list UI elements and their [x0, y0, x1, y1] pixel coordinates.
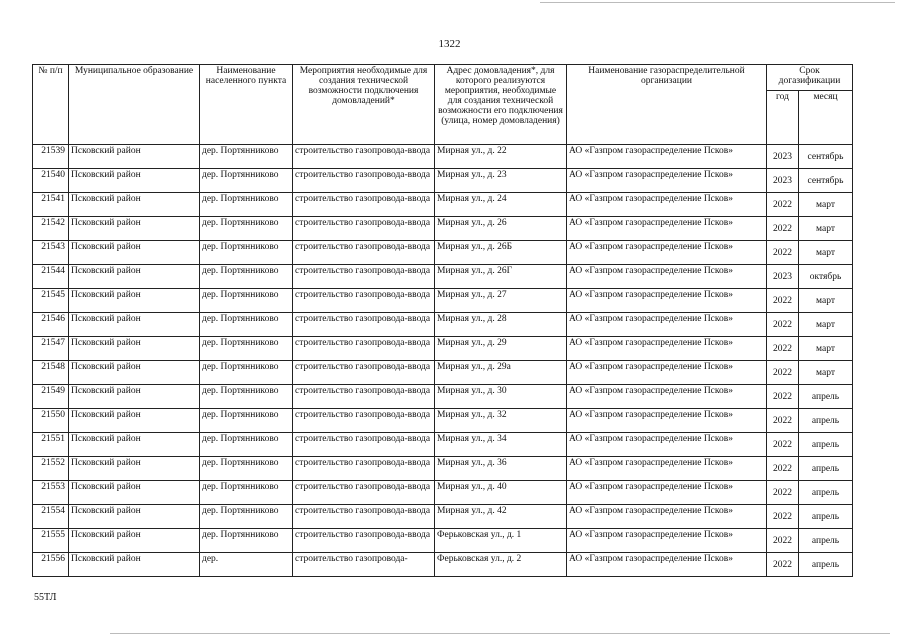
cell-measure: строительство газопровода-ввода [293, 385, 435, 409]
cell-measure: строительство газопровода-ввода [293, 457, 435, 481]
table-row [33, 313, 853, 337]
cell-municipality: Псковский район [69, 553, 200, 577]
cell-measure: строительство газопровода-ввода [293, 265, 435, 289]
cell-settlement: дер. Портянниково [200, 169, 293, 193]
cell-measure: строительство газопровода-ввода [293, 409, 435, 433]
table-row [33, 265, 853, 289]
cell-organization: АО «Газпром газораспределение Псков» [567, 481, 767, 505]
cell-address: Мирная ул., д. 36 [435, 457, 567, 481]
cell-measure: строительство газопровода-ввода [293, 481, 435, 505]
cell-organization: АО «Газпром газораспределение Псков» [567, 337, 767, 361]
cell-num: 21549 [33, 385, 69, 409]
cell-municipality: Псковский район [69, 361, 200, 385]
cell-year: 2022 [767, 361, 799, 385]
cell-month: апрель [799, 553, 853, 577]
cell-settlement: дер. Портянниково [200, 241, 293, 265]
scan-edge-top [540, 2, 895, 3]
cell-settlement: дер. Портянниково [200, 193, 293, 217]
cell-address: Мирная ул., д. 34 [435, 433, 567, 457]
cell-measure: строительство газопровода-ввода [293, 337, 435, 361]
cell-settlement: дер. Портянниково [200, 505, 293, 529]
table-row [33, 169, 853, 193]
cell-address: Мирная ул., д. 28 [435, 313, 567, 337]
header-municipality: Муниципальное образование [69, 65, 200, 145]
table-row [33, 337, 853, 361]
cell-settlement: дер. Портянниково [200, 433, 293, 457]
cell-organization: АО «Газпром газораспределение Псков» [567, 529, 767, 553]
cell-measure: строительство газопровода-ввода [293, 361, 435, 385]
cell-address: Мирная ул., д. 23 [435, 169, 567, 193]
cell-year: 2022 [767, 217, 799, 241]
header-deadline: Срок догазификации [767, 65, 853, 91]
cell-year: 2022 [767, 337, 799, 361]
cell-year: 2022 [767, 433, 799, 457]
cell-settlement: дер. Портянниково [200, 145, 293, 169]
cell-month: апрель [799, 481, 853, 505]
cell-month: март [799, 337, 853, 361]
cell-measure: строительство газопровода-ввода [293, 217, 435, 241]
cell-month: апрель [799, 457, 853, 481]
cell-num: 21541 [33, 193, 69, 217]
gasification-table [32, 64, 853, 577]
cell-settlement: дер. Портянниково [200, 217, 293, 241]
cell-year: 2022 [767, 193, 799, 217]
cell-year: 2022 [767, 505, 799, 529]
cell-settlement: дер. [200, 553, 293, 577]
cell-address: Мирная ул., д. 26 [435, 217, 567, 241]
cell-municipality: Псковский район [69, 385, 200, 409]
cell-year: 2022 [767, 241, 799, 265]
cell-measure: строительство газопровода-ввода [293, 433, 435, 457]
cell-address: Мирная ул., д. 26Г [435, 265, 567, 289]
cell-month: сентябрь [799, 145, 853, 169]
cell-municipality: Псковский район [69, 193, 200, 217]
cell-year: 2023 [767, 145, 799, 169]
cell-year: 2022 [767, 313, 799, 337]
cell-address: Ферьковская ул., д. 1 [435, 529, 567, 553]
cell-municipality: Псковский район [69, 457, 200, 481]
cell-year: 2023 [767, 265, 799, 289]
cell-organization: АО «Газпром газораспределение Псков» [567, 145, 767, 169]
cell-municipality: Псковский район [69, 265, 200, 289]
cell-address: Ферьковская ул., д. 2 [435, 553, 567, 577]
cell-year: 2022 [767, 409, 799, 433]
footer-mark: 55ТЛ [34, 592, 57, 603]
header-month: месяц [799, 91, 853, 145]
cell-num: 21546 [33, 313, 69, 337]
table-row [33, 457, 853, 481]
cell-municipality: Псковский район [69, 145, 200, 169]
cell-municipality: Псковский район [69, 433, 200, 457]
cell-organization: АО «Газпром газораспределение Псков» [567, 385, 767, 409]
header-organization: Наименование газораспределительной организации [567, 65, 767, 145]
cell-num: 21548 [33, 361, 69, 385]
header-year: год [767, 91, 799, 145]
cell-month: март [799, 241, 853, 265]
cell-month: апрель [799, 385, 853, 409]
table-row [33, 505, 853, 529]
cell-municipality: Псковский район [69, 529, 200, 553]
cell-settlement: дер. Портянниково [200, 409, 293, 433]
cell-municipality: Псковский район [69, 337, 200, 361]
cell-num: 21554 [33, 505, 69, 529]
table-row [33, 361, 853, 385]
cell-settlement: дер. Портянниково [200, 313, 293, 337]
cell-month: апрель [799, 433, 853, 457]
cell-municipality: Псковский район [69, 289, 200, 313]
table-row [33, 433, 853, 457]
cell-month: апрель [799, 529, 853, 553]
cell-settlement: дер. Портянниково [200, 361, 293, 385]
cell-num: 21540 [33, 169, 69, 193]
cell-address: Мирная ул., д. 29а [435, 361, 567, 385]
cell-organization: АО «Газпром газораспределение Псков» [567, 241, 767, 265]
cell-address: Мирная ул., д. 29 [435, 337, 567, 361]
cell-measure: строительство газопровода-ввода [293, 505, 435, 529]
cell-month: апрель [799, 409, 853, 433]
cell-address: Мирная ул., д. 24 [435, 193, 567, 217]
cell-month: март [799, 361, 853, 385]
cell-organization: АО «Газпром газораспределение Псков» [567, 553, 767, 577]
cell-address: Мирная ул., д. 32 [435, 409, 567, 433]
table-row [33, 385, 853, 409]
cell-num: 21555 [33, 529, 69, 553]
header-settlement: Наименование населенного пункта [200, 65, 293, 145]
cell-organization: АО «Газпром газораспределение Псков» [567, 409, 767, 433]
table-row [33, 217, 853, 241]
cell-address: Мирная ул., д. 40 [435, 481, 567, 505]
table-row [33, 553, 853, 577]
cell-measure: строительство газопровода-ввода [293, 169, 435, 193]
cell-month: сентябрь [799, 169, 853, 193]
cell-municipality: Псковский район [69, 409, 200, 433]
cell-settlement: дер. Портянниково [200, 265, 293, 289]
cell-municipality: Псковский район [69, 313, 200, 337]
table-row [33, 409, 853, 433]
cell-num: 21550 [33, 409, 69, 433]
cell-organization: АО «Газпром газораспределение Псков» [567, 289, 767, 313]
header-num: № п/п [33, 65, 69, 145]
cell-num: 21553 [33, 481, 69, 505]
cell-measure: строительство газопровода-ввода [293, 145, 435, 169]
cell-month: апрель [799, 505, 853, 529]
cell-organization: АО «Газпром газораспределение Псков» [567, 313, 767, 337]
cell-num: 21544 [33, 265, 69, 289]
cell-num: 21545 [33, 289, 69, 313]
cell-organization: АО «Газпром газораспределение Псков» [567, 457, 767, 481]
cell-num: 21547 [33, 337, 69, 361]
cell-settlement: дер. Портянниково [200, 337, 293, 361]
cell-measure: строительство газопровода- [293, 553, 435, 577]
cell-month: март [799, 289, 853, 313]
table-row [33, 145, 853, 169]
cell-municipality: Псковский район [69, 217, 200, 241]
cell-municipality: Псковский район [69, 241, 200, 265]
cell-organization: АО «Газпром газораспределение Псков» [567, 433, 767, 457]
cell-year: 2022 [767, 481, 799, 505]
cell-num: 21542 [33, 217, 69, 241]
cell-month: март [799, 193, 853, 217]
cell-organization: АО «Газпром газораспределение Псков» [567, 361, 767, 385]
cell-measure: строительство газопровода-ввода [293, 529, 435, 553]
cell-year: 2022 [767, 385, 799, 409]
cell-num: 21539 [33, 145, 69, 169]
cell-settlement: дер. Портянниково [200, 457, 293, 481]
cell-num: 21543 [33, 241, 69, 265]
table-row [33, 529, 853, 553]
cell-organization: АО «Газпром газораспределение Псков» [567, 505, 767, 529]
cell-measure: строительство газопровода-ввода [293, 193, 435, 217]
cell-year: 2022 [767, 289, 799, 313]
cell-municipality: Псковский район [69, 505, 200, 529]
cell-num: 21552 [33, 457, 69, 481]
cell-settlement: дер. Портянниково [200, 385, 293, 409]
table-row [33, 481, 853, 505]
cell-address: Мирная ул., д. 42 [435, 505, 567, 529]
cell-municipality: Псковский район [69, 169, 200, 193]
cell-settlement: дер. Портянниково [200, 529, 293, 553]
cell-month: март [799, 313, 853, 337]
cell-address: Мирная ул., д. 30 [435, 385, 567, 409]
cell-num: 21551 [33, 433, 69, 457]
cell-measure: строительство газопровода-ввода [293, 241, 435, 265]
cell-measure: строительство газопровода-ввода [293, 289, 435, 313]
cell-organization: АО «Газпром газораспределение Псков» [567, 193, 767, 217]
cell-organization: АО «Газпром газораспределение Псков» [567, 265, 767, 289]
cell-num: 21556 [33, 553, 69, 577]
cell-organization: АО «Газпром газораспределение Псков» [567, 217, 767, 241]
cell-organization: АО «Газпром газораспределение Псков» [567, 169, 767, 193]
cell-year: 2023 [767, 169, 799, 193]
cell-municipality: Псковский район [69, 481, 200, 505]
cell-settlement: дер. Портянниково [200, 289, 293, 313]
table-row [33, 289, 853, 313]
table-row [33, 193, 853, 217]
cell-measure: строительство газопровода-ввода [293, 313, 435, 337]
cell-month: март [799, 217, 853, 241]
cell-year: 2022 [767, 553, 799, 577]
cell-address: Мирная ул., д. 27 [435, 289, 567, 313]
cell-month: октябрь [799, 265, 853, 289]
page-number: 1322 [438, 38, 461, 50]
header-measures: Мероприятия необходимые для создания технической возможности подключения домовладений* [293, 65, 435, 145]
header-address: Адрес домовладения*, для которого реализуются мероприятия, необходимые для создания технической возможности его подключения (улица, номер домовладения) [435, 65, 567, 145]
table-row [33, 241, 853, 265]
cell-year: 2022 [767, 457, 799, 481]
cell-address: Мирная ул., д. 26Б [435, 241, 567, 265]
cell-year: 2022 [767, 529, 799, 553]
scan-edge-bottom [110, 633, 890, 634]
cell-settlement: дер. Портянниково [200, 481, 293, 505]
cell-address: Мирная ул., д. 22 [435, 145, 567, 169]
